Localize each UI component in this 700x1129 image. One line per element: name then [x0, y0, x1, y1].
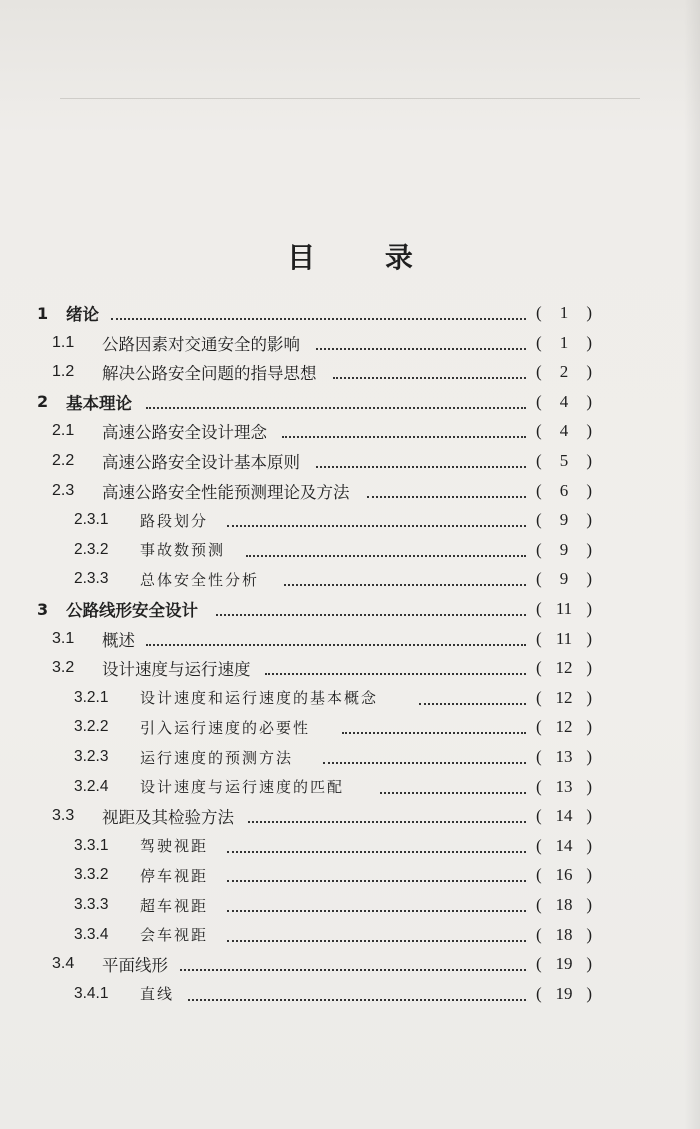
toc-leader-dots: [342, 731, 526, 734]
toc-page-number: ( 4 ): [536, 391, 592, 411]
toc-entry-number: 2: [37, 392, 49, 412]
toc-entry[interactable]: [0, 328, 700, 358]
toc-leader-dots: [227, 939, 526, 942]
toc-page-number: ( 11 ): [536, 628, 592, 648]
toc-entry-number: 3.2.2: [74, 718, 109, 736]
toc-leader-dots: [333, 376, 526, 379]
toc-leader-dots: [180, 968, 526, 971]
toc-page-number: ( 1 ): [536, 332, 592, 352]
toc-entry-title: 高速公路安全设计理念: [102, 423, 267, 443]
toc-entry-title: 设计速度和运行速度的基本概念: [140, 689, 379, 708]
toc-entry-title: 运行速度的预测方法: [140, 748, 294, 767]
toc-entry-number: 3.4: [52, 955, 75, 973]
toc-leader-dots: [246, 554, 526, 557]
toc-page-number: ( 19 ): [536, 954, 592, 974]
toc-entry[interactable]: [0, 298, 700, 328]
toc-page-number: ( 12 ): [536, 687, 592, 707]
toc-page-number: ( 9 ): [536, 539, 592, 559]
toc-page-number: ( 16 ): [536, 865, 592, 885]
toc-entry[interactable]: [0, 564, 700, 594]
toc-leader-dots: [380, 791, 526, 794]
toc-leader-dots: [282, 435, 526, 438]
toc-leader-dots: [227, 879, 526, 882]
toc-entry-number: 3.3.2: [74, 866, 109, 884]
toc-entry-title: 设计速度与运行速度: [102, 660, 251, 680]
toc-entry-number: 3.3: [52, 807, 75, 825]
toc-leader-dots: [227, 909, 526, 912]
toc-entry-title: 高速公路安全性能预测理论及方法: [102, 482, 350, 502]
toc-page-number: ( 13 ): [536, 747, 592, 766]
toc-entry-title: 概述: [102, 630, 135, 650]
toc-leader-dots: [265, 672, 526, 675]
toc-leader-dots: [188, 998, 526, 1001]
toc-entry-number: 3.3.4: [74, 925, 109, 943]
toc-entry-number: 3.1: [52, 629, 75, 647]
toc-page-number: ( 5 ): [536, 451, 592, 470]
toc-entry[interactable]: [0, 653, 700, 683]
toc-leader-dots: [284, 583, 526, 586]
toc-leader-dots: [316, 347, 526, 350]
toc-entry-title: 引入运行速度的必要性: [140, 718, 311, 737]
toc-entry-title: 解决公路安全问题的指导思想: [102, 364, 317, 384]
toc-entry[interactable]: [0, 801, 700, 831]
toc-entry-title: 驾驶视距: [140, 837, 209, 856]
toc-entry[interactable]: [0, 446, 700, 476]
toc-leader-dots: [323, 761, 526, 764]
toc-leader-dots: [111, 317, 526, 320]
toc-leader-dots: [419, 702, 526, 705]
toc-entry-title: 停车视距: [140, 866, 209, 885]
toc-entry-title: 高速公路安全设计基本原则: [102, 453, 300, 472]
toc-leader-dots: [367, 495, 526, 498]
toc-entry[interactable]: [0, 683, 700, 713]
toc-entry-number: 2.3.3: [74, 570, 109, 588]
toc-entry[interactable]: [0, 476, 700, 506]
toc-entry-title: 公路线形安全设计: [66, 601, 198, 620]
toc-entry-number: 1.2: [52, 363, 75, 381]
toc-page-number: ( 4 ): [536, 421, 592, 441]
toc-entry-number: 3.3.3: [74, 896, 109, 913]
toc-page-number: ( 13 ): [536, 776, 592, 796]
toc-entry[interactable]: [0, 979, 700, 1009]
toc-entry[interactable]: [0, 535, 700, 565]
toc-page-number: ( 18 ): [536, 895, 592, 914]
toc-entry[interactable]: [0, 949, 700, 979]
toc-page-number: ( 1 ): [536, 303, 592, 322]
toc-page-number: ( 12 ): [536, 658, 592, 678]
toc-entry-title: 总体安全性分析: [140, 570, 260, 589]
toc-entry[interactable]: [0, 831, 700, 861]
toc-page-number: ( 14 ): [536, 806, 592, 826]
toc-entry-number: 1: [37, 303, 49, 323]
toc-entry-number: 2.2: [52, 452, 75, 469]
toc-page-number: ( 14 ): [536, 835, 592, 855]
toc-page-number: ( 9 ): [536, 510, 592, 530]
toc-entry-number: 1.1: [52, 333, 75, 351]
toc-entry-number: 2.3: [52, 481, 75, 499]
toc-leader-dots: [227, 524, 526, 527]
toc-entry-title: 视距及其检验方法: [102, 808, 234, 828]
toc-entry-title: 设计速度与运行速度的匹配: [140, 778, 345, 797]
toc-entry[interactable]: [0, 624, 700, 654]
toc-entry-number: 3.2.4: [74, 777, 109, 795]
toc-entry[interactable]: [0, 712, 700, 742]
toc-entry-title: 会车视距: [140, 926, 209, 945]
toc-entry-title: 绪论: [66, 305, 99, 324]
toc-page-number: ( 6 ): [536, 480, 592, 500]
toc-leader-dots: [146, 643, 526, 646]
toc-leader-dots: [227, 850, 526, 853]
toc-page-number: ( 9 ): [536, 569, 592, 589]
show-through-rule: [60, 98, 640, 99]
toc-entry-number: 2.3.1: [74, 511, 109, 529]
toc-entry-number: 2.1: [52, 422, 75, 440]
toc-entry-number: 3: [37, 599, 49, 619]
toc-entry-number: 3.3.1: [74, 836, 109, 854]
toc-entry[interactable]: [0, 387, 700, 417]
toc-entry-title: 平面线形: [102, 956, 168, 976]
toc-page-number: ( 18 ): [536, 924, 592, 944]
toc-entry-title: 公路因素对交通安全的影响: [102, 334, 300, 354]
toc-entry[interactable]: [0, 416, 700, 446]
toc-leader-dots: [248, 820, 526, 823]
toc-entry-number: 2.3.2: [74, 540, 109, 558]
toc-entry-title: 事故数预测: [140, 541, 226, 560]
toc-entry-title: 超车视距: [140, 896, 209, 915]
toc-entry[interactable]: [0, 357, 700, 387]
toc-entry-title: 路段划分: [140, 511, 209, 530]
toc-entry[interactable]: [0, 860, 700, 890]
toc-entry[interactable]: [0, 772, 700, 802]
page-edge-shadow: [684, 0, 700, 1129]
toc-entry[interactable]: [0, 920, 700, 950]
toc-page-number: ( 11 ): [536, 599, 592, 618]
toc-entry-number: 3.2.3: [74, 748, 109, 765]
toc-entry[interactable]: [0, 594, 700, 624]
toc-entry-number: 3.2.1: [74, 688, 109, 706]
toc-leader-dots: [146, 406, 526, 409]
toc-entry[interactable]: [0, 890, 700, 920]
toc-leader-dots: [316, 465, 526, 468]
toc-page-number: ( 12 ): [536, 717, 592, 737]
toc-entry[interactable]: [0, 742, 700, 772]
toc-page-number: ( 2 ): [536, 362, 592, 382]
toc-page-number: ( 19 ): [536, 983, 592, 1003]
toc-entry-number: 3.4.1: [74, 984, 109, 1002]
toc-leader-dots: [216, 613, 526, 616]
toc-entry[interactable]: [0, 505, 700, 535]
toc-entry-title: 直线: [140, 985, 175, 1004]
page-title: 目 录: [287, 241, 443, 274]
toc-entry-number: 3.2: [52, 659, 75, 677]
toc-entry-title: 基本理论: [66, 393, 132, 413]
